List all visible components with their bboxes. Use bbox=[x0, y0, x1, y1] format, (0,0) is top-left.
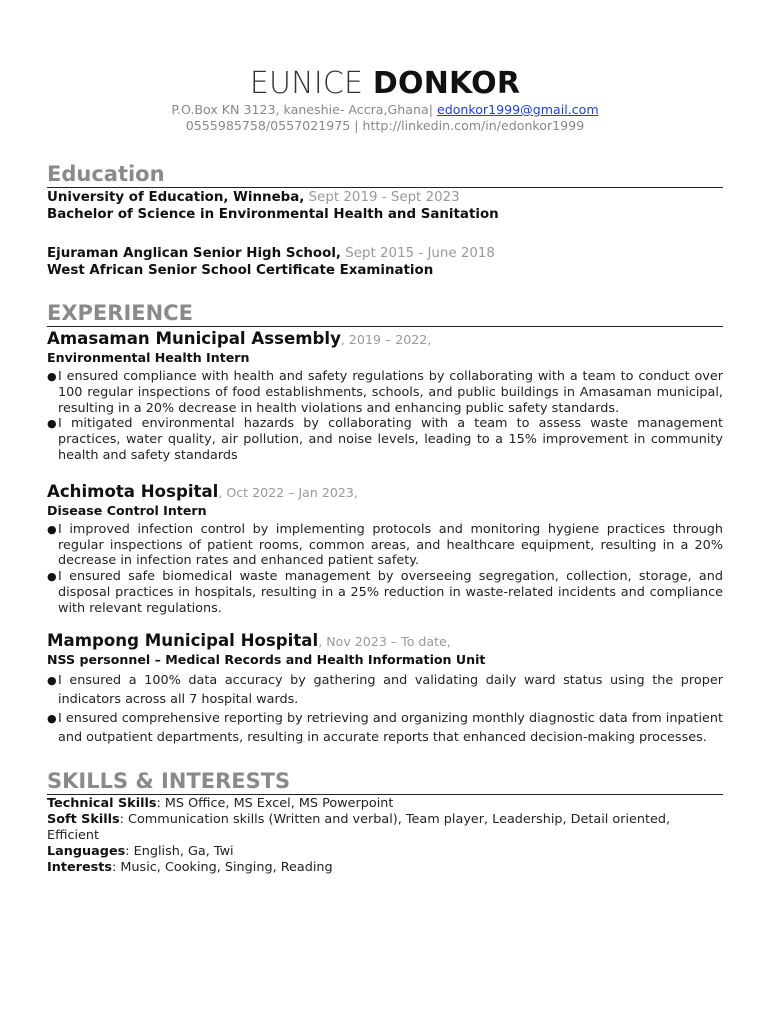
education-heading: Education bbox=[47, 161, 723, 188]
email-link[interactable]: edonkor1999@gmail.com bbox=[436, 102, 599, 117]
education-dates: Sept 2015 - June 2018 bbox=[345, 246, 495, 261]
list-item: ● I ensured compliance with health and safety regulations by collaborating with a team to conduct over 100 regular inspections of food establishments, schools, and public buildings in Amasaman municipal, resulting in a 20% decrease in health violations and enhancing public safety standards. bbox=[47, 369, 723, 416]
bullet-icon: ● bbox=[47, 673, 57, 687]
job-role: Environmental Health Intern bbox=[47, 350, 250, 365]
job-role: NSS personnel – Medical Records and Health Information Unit bbox=[47, 651, 486, 667]
experience-heading: EXPERIENCE bbox=[47, 300, 723, 327]
resume-header bbox=[47, 66, 723, 134]
degree-name: West African Senior School Certificate Examination bbox=[47, 263, 434, 278]
degree-name: Bachelor of Science in Environmental Health and Sanitation bbox=[47, 207, 499, 222]
contact-line-1 bbox=[47, 102, 723, 118]
list-item: ● I ensured safe biomedical waste management by overseeing segregation, collection, storage, and disposal practices in hospitals, resulting in a 25% reduction in waste-related incidents and compliance with relevant regulations. bbox=[47, 569, 723, 616]
job-role: Disease Control Intern bbox=[47, 502, 207, 518]
skill-line-technical: Technical Skills: MS Office, MS Excel, MS Powerpoint bbox=[47, 795, 394, 811]
skill-line-interests: Interests: Music, Cooking, Singing, Reading bbox=[47, 859, 333, 875]
list-item: ● I mitigated environmental hazards by collaborating with a team to assess waste management practices, water quality, air pollution, and noise levels, leading to a 15% improvement in community health and safety standards bbox=[47, 416, 723, 463]
bullet-icon: ● bbox=[47, 370, 57, 383]
skills-heading: SKILLS & INTERESTS bbox=[47, 768, 723, 795]
list-item: ● I improved infection control by implementing protocols and monitoring hygiene practices through regular inspections of patient rooms, common areas, and healthcare equipment, resulting in a 20% decrease in infection rates and enhanced patient safety. bbox=[47, 521, 723, 569]
list-item: ● I ensured comprehensive reporting by retrieving and organizing monthly diagnostic data from inpatient and outpatient departments, resulting in accurate reports that enhanced decision-making processes. bbox=[47, 710, 723, 745]
education-item bbox=[47, 245, 723, 279]
bullet-icon: ● bbox=[47, 570, 57, 584]
skill-line-soft: Soft Skills: Communication skills (Written and verbal), Team player, Leadership, Detail oriented, Efficient bbox=[47, 811, 671, 843]
bullet-icon: ● bbox=[47, 711, 57, 725]
job-entry bbox=[47, 631, 723, 747]
bullet-icon: ● bbox=[47, 522, 57, 536]
skill-line-languages: Languages: English, Ga, Twi bbox=[47, 843, 234, 859]
experience-section bbox=[47, 329, 723, 747]
last-name: DONKOR bbox=[372, 66, 521, 101]
education-item bbox=[47, 189, 723, 223]
contact-line-2: 0555985758/0557021975 | http://linkedin.com/in/edonkor1999 bbox=[185, 118, 585, 133]
company-name: Mampong Municipal Hospital bbox=[47, 630, 319, 650]
candidate-name bbox=[47, 66, 723, 102]
skills-section bbox=[47, 796, 723, 876]
bullet-icon: ● bbox=[47, 417, 57, 431]
job-dates: , Nov 2023 – To date, bbox=[318, 633, 451, 649]
school-name: University of Education, Winneba, bbox=[47, 190, 305, 205]
job-dates: , 2019 – 2022, bbox=[340, 332, 432, 347]
list-item: ● I ensured a 100% data accuracy by gathering and validating daily ward status using the proper indicators across all 7 hospital wards. bbox=[47, 672, 723, 707]
resume-page bbox=[47, 66, 723, 876]
education-section bbox=[47, 189, 723, 279]
company-name: Amasaman Municipal Assembly bbox=[47, 329, 341, 348]
job-dates: , Oct 2022 – Jan 2023, bbox=[218, 484, 358, 500]
education-dates: Sept 2019 - Sept 2023 bbox=[308, 190, 460, 205]
job-entry bbox=[47, 329, 723, 464]
school-name: Ejuraman Anglican Senior High School, bbox=[47, 246, 342, 261]
job-entry bbox=[47, 482, 723, 617]
address: P.O.Box KN 3123, kaneshie- Accra,Ghana| bbox=[171, 102, 433, 117]
company-name: Achimota Hospital bbox=[47, 481, 219, 501]
first-name: EUNICE bbox=[249, 66, 364, 101]
